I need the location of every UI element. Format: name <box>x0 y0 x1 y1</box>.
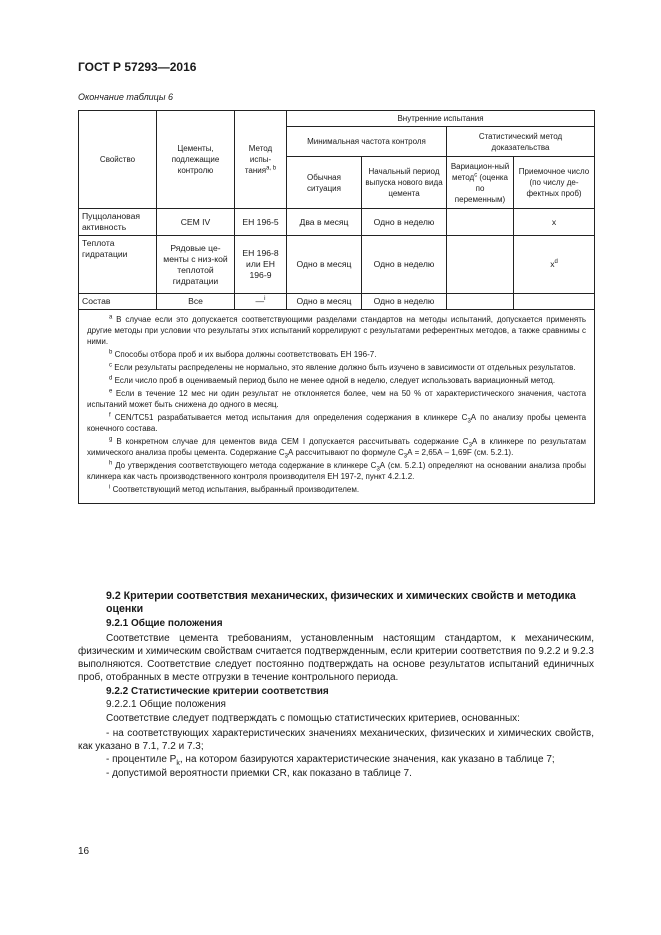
header-statistical-method: Статистический метод доказательства <box>447 127 595 157</box>
footnote: $^g$ В конкретном случае для цементов вида CEM I допускается рассчитывать содержание $C_3А$ в клинкере по результатам химического анализа пробы цемента. Содержание $C_3А$ рассчитывают по формуле $C_3А = 2,65А - 1,69F$ (см. 5.2.1). <box>87 436 587 460</box>
bullet-item: - процентиле $P_k$, на котором базируются характеристические значения, как указано в таблице 7; <box>106 754 555 767</box>
subsection-9-2-2-title: 9.2.2 Статистические критерии соответствия <box>106 686 329 697</box>
row-method: ЕН 196-5 <box>235 209 287 236</box>
row-acceptance: $x^d$ <box>514 236 595 294</box>
row-cement: CEM IV <box>157 209 235 236</box>
row-normal: Одно в месяц <box>287 236 362 294</box>
row-property: Пуццолановая активность <box>79 209 157 236</box>
footnote: $^c$ Если результаты распределены не нормально, это явление должно быть изучено в зависимости от отдельных результатов. <box>109 362 576 372</box>
table-footnotes <box>79 310 595 504</box>
footnote: $^b$ Способы отбора проб и их выбора должны соответствовать ЕН 196-7. <box>109 349 377 359</box>
row-variation <box>447 209 514 236</box>
header-method: Метод испы-тания$^{a, b}$ <box>235 111 287 209</box>
requirements-table <box>78 110 595 504</box>
table-row <box>79 236 595 294</box>
row-normal: Два в месяц <box>287 209 362 236</box>
row-acceptance <box>514 294 595 310</box>
row-variation <box>447 294 514 310</box>
header-initial-period: Начальный период выпуска нового вида цемента <box>362 157 447 209</box>
row-initial: Одно в неделю <box>362 236 447 294</box>
subsection-9-2-2-1-text: Соответствие следует подтверждать с помощью статистических критериев, основанных: <box>106 713 520 724</box>
footnote: $^f$ CEN/TC51 разрабатывается метод испытания для определения содержания в клинкере $C_3А$ по анализу пробы цемента конечного состава. <box>87 412 587 433</box>
header-normal-situation: Обычная ситуация <box>287 157 362 209</box>
header-min-frequency: Минимальная частота контроля <box>287 127 447 157</box>
table-caption: Окончание таблицы 6 <box>78 92 173 102</box>
row-property: Теплота гидратации <box>79 236 157 294</box>
row-initial: Одно в неделю <box>362 294 447 310</box>
subsection-9-2-1-text: Соответствие цемента требованиям, установленным настоящим стандартом, к механическим, физическим и химическим свойствам считается подтвержденным, если критерии соответствия по 9.2.2 и 9.2.3 выполняются. Соответствие следует постоянно подтверждать на основе результатов испытаний единичных проб, отобранных в месте отгрузки в течение контрольного периода. <box>78 633 594 683</box>
footnote: $^d$ Если число проб в оцениваемый период было не менее одной в неделю, следует использовать вариационный метод. <box>109 375 556 385</box>
table-row <box>79 294 595 310</box>
row-initial: Одно в неделю <box>362 209 447 236</box>
row-method: —$^i$ <box>235 294 287 310</box>
row-cement: Рядовые це-менты с низ-кой теплотой гидратации <box>157 236 235 294</box>
page-number: 16 <box>78 846 90 857</box>
footnote: $^a$ В случае если это допускается соответствующими разделами стандартов на методы испытаний, допускается применять другие методы при условии что результаты этих испытаний коррелируют с результатами референтных методов, а также сравнимы с ними. <box>87 314 587 346</box>
footnote: $^e$ Если в течение 12 мес ни один результат не отклоняется более, чем на 50 % от характеристического значения, частота испытаний может быть снижена до одного в месяц. <box>87 388 587 409</box>
footnote: $^h$ До утверждения соответствующего метода содержание в клинкере $C_3А$ (см. 5.2.1) определяют на основании анализа пробы клинкера как часть производственного контроля производителя ЕН 197-2, пункт 4.2.1.2. <box>87 460 587 481</box>
document-header: ГОСТ Р 57293—2016 <box>78 60 197 74</box>
subsection-9-2-1-title: 9.2.1 Общие положения <box>106 618 223 629</box>
row-method: ЕН 196-8 или ЕН 196-9 <box>235 236 287 294</box>
header-acceptance-number: Приемочное число (по числу де-фектных проб) <box>514 157 595 209</box>
bullet-item: - на соответствующих характеристических значениях механических, физических и химических свойств, как указано в 7.1, 7.2 и 7.3; <box>78 728 594 752</box>
subsection-9-2-2-1-title: 9.2.2.1 Общие положения <box>106 699 226 710</box>
header-internal-tests: Внутренние испытания <box>287 111 595 127</box>
table-row <box>79 209 595 236</box>
row-property: Состав <box>79 294 157 310</box>
bullet-item: - допустимой вероятности приемки CR, как показано в таблице 7. <box>106 768 412 779</box>
section-title: 9.2 Критерии соответствия механических, физических и химических свойств и методика оценки <box>106 590 576 615</box>
row-variation <box>447 236 514 294</box>
header-variation-method: Вариацион-ный метод$^c$ (оценка по переменным) <box>447 157 514 209</box>
header-property: Свойство <box>79 111 157 209</box>
row-acceptance: x <box>514 209 595 236</box>
row-normal: Одно в месяц <box>287 294 362 310</box>
header-cements: Цементы, подлежащие контролю <box>157 111 235 209</box>
row-cement: Все <box>157 294 235 310</box>
footnote: $^i$ Соответствующий метод испытания, выбранный производителем. <box>109 484 360 494</box>
